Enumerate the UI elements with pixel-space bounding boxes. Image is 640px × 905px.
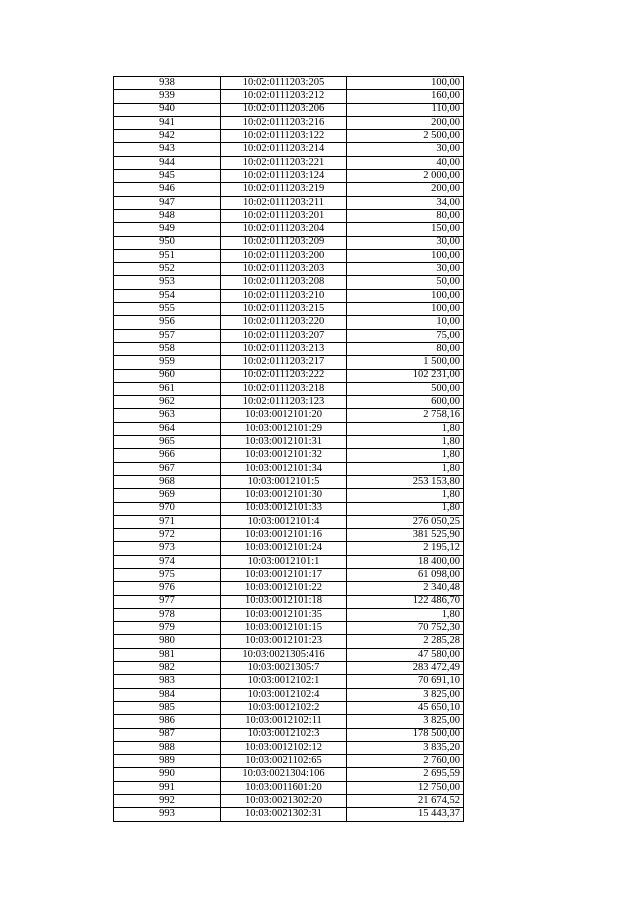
row-number-cell: 973: [114, 542, 221, 555]
table-row: [114, 808, 464, 821]
row-number-cell: 965: [114, 436, 221, 449]
row-number-cell: 950: [114, 236, 221, 249]
table-row: [114, 90, 464, 103]
row-number-cell: 979: [114, 622, 221, 635]
table-row: [114, 369, 464, 382]
row-number-cell: 960: [114, 369, 221, 382]
table-row: [114, 555, 464, 568]
table-row: [114, 608, 464, 621]
row-number-cell: 991: [114, 781, 221, 794]
row-number-cell: 951: [114, 249, 221, 262]
cadastral-number-cell: 10:02:0111203:201: [221, 209, 347, 222]
table-row: [114, 728, 464, 741]
table-row: [114, 675, 464, 688]
row-number-cell: 987: [114, 728, 221, 741]
amount-cell: 200,00: [347, 116, 464, 129]
row-number-cell: 984: [114, 688, 221, 701]
row-number-cell: 972: [114, 529, 221, 542]
amount-cell: 100,00: [347, 249, 464, 262]
row-number-cell: 968: [114, 475, 221, 488]
amount-cell: 40,00: [347, 156, 464, 169]
row-number-cell: 961: [114, 382, 221, 395]
table-row: [114, 489, 464, 502]
amount-cell: 30,00: [347, 263, 464, 276]
table-row: [114, 688, 464, 701]
table-row: [114, 462, 464, 475]
cadastral-number-cell: 10:02:0111203:216: [221, 116, 347, 129]
table-row: [114, 515, 464, 528]
row-number-cell: 982: [114, 662, 221, 675]
table-row: [114, 77, 464, 90]
row-number-cell: 954: [114, 289, 221, 302]
amount-cell: 10,00: [347, 316, 464, 329]
amount-cell: 1,80: [347, 422, 464, 435]
cadastral-number-cell: 10:02:0111203:205: [221, 77, 347, 90]
row-number-cell: 958: [114, 342, 221, 355]
row-number-cell: 993: [114, 808, 221, 821]
cadastral-number-cell: 10:03:0012101:22: [221, 582, 347, 595]
amount-cell: 2 758,16: [347, 409, 464, 422]
table-row: [114, 236, 464, 249]
row-number-cell: 981: [114, 648, 221, 661]
cadastral-number-cell: 10:03:0012101:35: [221, 608, 347, 621]
cadastral-number-cell: 10:03:0012101:33: [221, 502, 347, 515]
amount-cell: 1,80: [347, 608, 464, 621]
amount-cell: 102 231,00: [347, 369, 464, 382]
row-number-cell: 969: [114, 489, 221, 502]
row-number-cell: 956: [114, 316, 221, 329]
cadastral-number-cell: 10:02:0111203:122: [221, 130, 347, 143]
cadastral-number-cell: 10:03:0012101:15: [221, 622, 347, 635]
amount-cell: 100,00: [347, 77, 464, 90]
row-number-cell: 955: [114, 303, 221, 316]
cadastral-number-cell: 10:02:0111203:212: [221, 90, 347, 103]
amount-cell: 80,00: [347, 209, 464, 222]
amount-cell: 1,80: [347, 489, 464, 502]
cadastral-number-cell: 10:03:0021102:65: [221, 755, 347, 768]
cadastral-number-cell: 10:02:0111203:200: [221, 249, 347, 262]
amount-cell: 122 486,70: [347, 595, 464, 608]
amount-cell: 70 752,30: [347, 622, 464, 635]
table-row: [114, 316, 464, 329]
row-number-cell: 957: [114, 329, 221, 342]
cadastral-number-cell: 10:03:0012101:30: [221, 489, 347, 502]
table-row: [114, 329, 464, 342]
amount-cell: 283 472,49: [347, 662, 464, 675]
cadastral-number-cell: 10:03:0012101:5: [221, 475, 347, 488]
table-row: [114, 475, 464, 488]
row-number-cell: 941: [114, 116, 221, 129]
table-row: [114, 795, 464, 808]
cadastral-number-cell: 10:03:0012101:34: [221, 462, 347, 475]
amount-cell: 75,00: [347, 329, 464, 342]
row-number-cell: 970: [114, 502, 221, 515]
amount-cell: 80,00: [347, 342, 464, 355]
cadastral-number-cell: 10:02:0111203:203: [221, 263, 347, 276]
cadastral-number-cell: 10:02:0111203:221: [221, 156, 347, 169]
cadastral-number-cell: 10:03:0012101:4: [221, 515, 347, 528]
row-number-cell: 992: [114, 795, 221, 808]
row-number-cell: 989: [114, 755, 221, 768]
cadastral-number-cell: 10:03:0012102:11: [221, 715, 347, 728]
cadastral-number-cell: 10:02:0111203:214: [221, 143, 347, 156]
row-number-cell: 959: [114, 356, 221, 369]
row-number-cell: 985: [114, 701, 221, 714]
cadastral-number-cell: 10:02:0111203:217: [221, 356, 347, 369]
amount-cell: 253 153,80: [347, 475, 464, 488]
amount-cell: 30,00: [347, 143, 464, 156]
table-row: [114, 183, 464, 196]
table-row: [114, 342, 464, 355]
amount-cell: 2 760,00: [347, 755, 464, 768]
data-table: [113, 76, 464, 822]
cadastral-number-cell: 10:02:0111203:220: [221, 316, 347, 329]
row-number-cell: 971: [114, 515, 221, 528]
row-number-cell: 962: [114, 396, 221, 409]
table-row: [114, 130, 464, 143]
table-row: [114, 502, 464, 515]
row-number-cell: 953: [114, 276, 221, 289]
row-number-cell: 949: [114, 223, 221, 236]
amount-cell: 34,00: [347, 196, 464, 209]
amount-cell: 30,00: [347, 236, 464, 249]
cadastral-number-cell: 10:03:0021305:416: [221, 648, 347, 661]
amount-cell: 70 691,10: [347, 675, 464, 688]
table-row: [114, 170, 464, 183]
row-number-cell: 988: [114, 741, 221, 754]
amount-cell: 18 400,00: [347, 555, 464, 568]
amount-cell: 1,80: [347, 436, 464, 449]
table-row: [114, 103, 464, 116]
table-row: [114, 542, 464, 555]
cadastral-number-cell: 10:02:0111203:219: [221, 183, 347, 196]
amount-cell: 2 000,00: [347, 170, 464, 183]
row-number-cell: 946: [114, 183, 221, 196]
table-row: [114, 648, 464, 661]
table-row: [114, 662, 464, 675]
row-number-cell: 943: [114, 143, 221, 156]
amount-cell: 150,00: [347, 223, 464, 236]
table-row: [114, 715, 464, 728]
row-number-cell: 967: [114, 462, 221, 475]
row-number-cell: 945: [114, 170, 221, 183]
table-row: [114, 209, 464, 222]
cadastral-number-cell: 10:03:0012101:24: [221, 542, 347, 555]
table-row: [114, 303, 464, 316]
table-row: [114, 768, 464, 781]
cadastral-number-cell: 10:03:0012101:29: [221, 422, 347, 435]
table-row: [114, 196, 464, 209]
amount-cell: 2 285,28: [347, 635, 464, 648]
cadastral-number-cell: 10:03:0012101:16: [221, 529, 347, 542]
cadastral-number-cell: 10:02:0111203:206: [221, 103, 347, 116]
table-row: [114, 276, 464, 289]
amount-cell: 3 825,00: [347, 688, 464, 701]
table-row: [114, 409, 464, 422]
table-row: [114, 436, 464, 449]
table-row: [114, 741, 464, 754]
table-row: [114, 422, 464, 435]
amount-cell: 50,00: [347, 276, 464, 289]
cadastral-number-cell: 10:02:0111203:124: [221, 170, 347, 183]
cadastral-number-cell: 10:03:0021304:106: [221, 768, 347, 781]
row-number-cell: 947: [114, 196, 221, 209]
row-number-cell: 974: [114, 555, 221, 568]
amount-cell: 200,00: [347, 183, 464, 196]
cadastral-number-cell: 10:03:0012102:3: [221, 728, 347, 741]
cadastral-number-cell: 10:02:0111203:208: [221, 276, 347, 289]
table-row: [114, 582, 464, 595]
cadastral-number-cell: 10:03:0021305:7: [221, 662, 347, 675]
amount-cell: 3 835,20: [347, 741, 464, 754]
table-row: [114, 223, 464, 236]
amount-cell: 1,80: [347, 502, 464, 515]
cadastral-number-cell: 10:03:0012102:12: [221, 741, 347, 754]
cadastral-number-cell: 10:02:0111203:204: [221, 223, 347, 236]
amount-cell: 1,80: [347, 462, 464, 475]
table-row: [114, 382, 464, 395]
amount-cell: 1,80: [347, 449, 464, 462]
cadastral-number-cell: 10:03:0021302:31: [221, 808, 347, 821]
table-row: [114, 263, 464, 276]
amount-cell: 178 500,00: [347, 728, 464, 741]
cadastral-number-cell: 10:02:0111203:207: [221, 329, 347, 342]
table-row: [114, 289, 464, 302]
table-row: [114, 356, 464, 369]
table-row: [114, 143, 464, 156]
row-number-cell: 964: [114, 422, 221, 435]
cadastral-number-cell: 10:02:0111203:213: [221, 342, 347, 355]
table-row: [114, 529, 464, 542]
cadastral-number-cell: 10:03:0012101:18: [221, 595, 347, 608]
amount-cell: 2 500,00: [347, 130, 464, 143]
cadastral-number-cell: 10:03:0012101:23: [221, 635, 347, 648]
row-number-cell: 940: [114, 103, 221, 116]
table-row: [114, 396, 464, 409]
table-body: [114, 77, 464, 822]
table-row: [114, 635, 464, 648]
table-row: [114, 595, 464, 608]
table-row: [114, 449, 464, 462]
amount-cell: 100,00: [347, 303, 464, 316]
row-number-cell: 976: [114, 582, 221, 595]
cadastral-number-cell: 10:03:0012101:20: [221, 409, 347, 422]
amount-cell: 15 443,37: [347, 808, 464, 821]
amount-cell: 110,00: [347, 103, 464, 116]
row-number-cell: 944: [114, 156, 221, 169]
cadastral-number-cell: 10:02:0111203:211: [221, 196, 347, 209]
row-number-cell: 975: [114, 568, 221, 581]
amount-cell: 160,00: [347, 90, 464, 103]
cadastral-number-cell: 10:03:0012101:17: [221, 568, 347, 581]
amount-cell: 3 825,00: [347, 715, 464, 728]
row-number-cell: 948: [114, 209, 221, 222]
amount-cell: 45 650,10: [347, 701, 464, 714]
amount-cell: 47 580,00: [347, 648, 464, 661]
row-number-cell: 938: [114, 77, 221, 90]
cadastral-number-cell: 10:03:0021302:20: [221, 795, 347, 808]
amount-cell: 12 750,00: [347, 781, 464, 794]
cadastral-number-cell: 10:02:0111203:222: [221, 369, 347, 382]
cadastral-number-cell: 10:03:0012101:32: [221, 449, 347, 462]
amount-cell: 21 674,52: [347, 795, 464, 808]
amount-cell: 276 050,25: [347, 515, 464, 528]
amount-cell: 1 500,00: [347, 356, 464, 369]
amount-cell: 2 340,48: [347, 582, 464, 595]
table-row: [114, 622, 464, 635]
amount-cell: 61 098,00: [347, 568, 464, 581]
cadastral-number-cell: 10:03:0012102:2: [221, 701, 347, 714]
row-number-cell: 980: [114, 635, 221, 648]
row-number-cell: 986: [114, 715, 221, 728]
cadastral-number-cell: 10:03:0012101:1: [221, 555, 347, 568]
row-number-cell: 942: [114, 130, 221, 143]
amount-cell: 600,00: [347, 396, 464, 409]
table-row: [114, 568, 464, 581]
table-row: [114, 156, 464, 169]
amount-cell: 2 695,59: [347, 768, 464, 781]
row-number-cell: 963: [114, 409, 221, 422]
cadastral-number-cell: 10:03:0012101:31: [221, 436, 347, 449]
cadastral-number-cell: 10:02:0111203:123: [221, 396, 347, 409]
amount-cell: 381 525,90: [347, 529, 464, 542]
cadastral-number-cell: 10:03:0012102:4: [221, 688, 347, 701]
cadastral-number-cell: 10:02:0111203:209: [221, 236, 347, 249]
amount-cell: 100,00: [347, 289, 464, 302]
table-row: [114, 116, 464, 129]
row-number-cell: 983: [114, 675, 221, 688]
row-number-cell: 978: [114, 608, 221, 621]
cadastral-number-cell: 10:02:0111203:210: [221, 289, 347, 302]
table-row: [114, 781, 464, 794]
cadastral-number-cell: 10:03:0011601:20: [221, 781, 347, 794]
row-number-cell: 952: [114, 263, 221, 276]
row-number-cell: 966: [114, 449, 221, 462]
table-row: [114, 249, 464, 262]
row-number-cell: 939: [114, 90, 221, 103]
cadastral-number-cell: 10:02:0111203:218: [221, 382, 347, 395]
table-row: [114, 755, 464, 768]
amount-cell: 500,00: [347, 382, 464, 395]
cadastral-number-cell: 10:03:0012102:1: [221, 675, 347, 688]
cadastral-number-cell: 10:02:0111203:215: [221, 303, 347, 316]
table-row: [114, 701, 464, 714]
amount-cell: 2 195,12: [347, 542, 464, 555]
row-number-cell: 977: [114, 595, 221, 608]
row-number-cell: 990: [114, 768, 221, 781]
